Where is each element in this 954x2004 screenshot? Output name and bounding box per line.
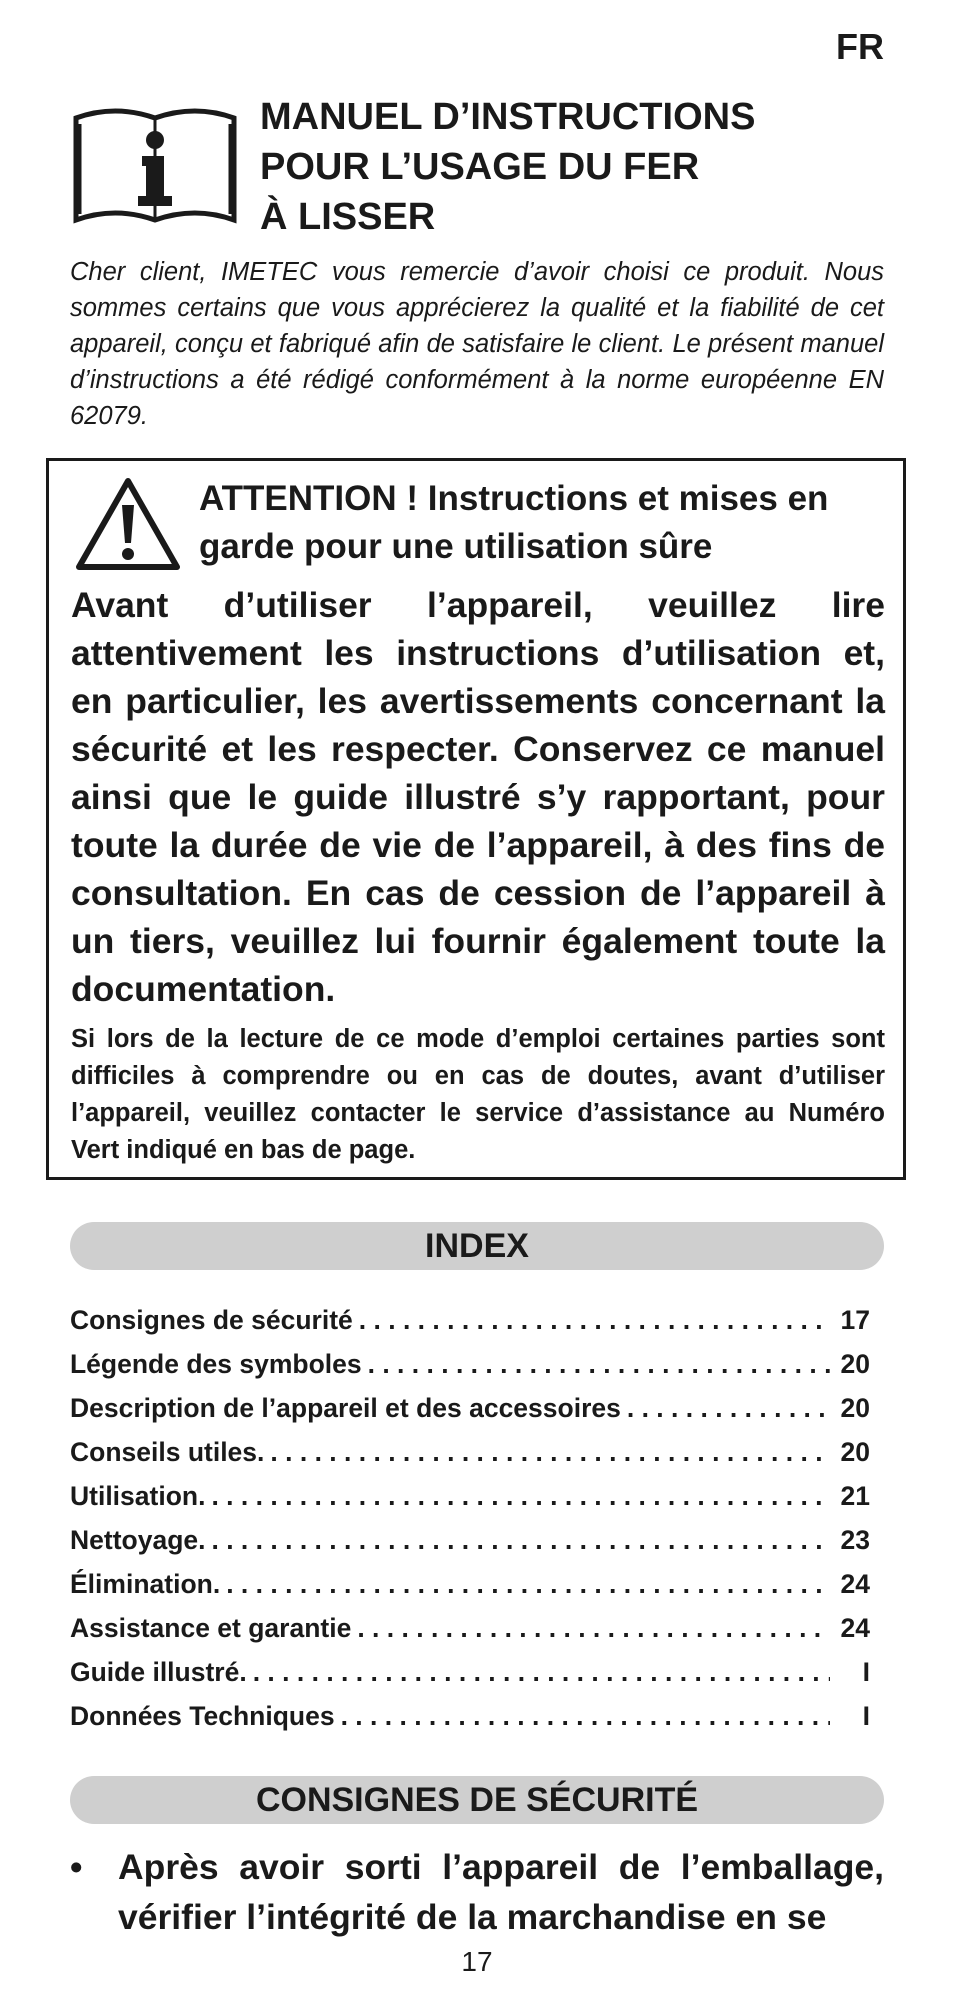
dot-leader xyxy=(359,1298,830,1342)
index-list xyxy=(70,1298,870,1738)
index-item[interactable] xyxy=(70,1694,870,1738)
dot-leader xyxy=(368,1342,830,1386)
dot-leader xyxy=(253,1650,830,1694)
language-code: FR xyxy=(836,26,884,67)
index-item-page: 17 xyxy=(840,1305,870,1335)
index-item-label: Guide illustré. xyxy=(70,1657,247,1687)
dot-leader xyxy=(341,1694,830,1738)
dot-leader xyxy=(211,1474,830,1518)
index-item-label: Assistance et garantie xyxy=(70,1613,352,1643)
index-item[interactable] xyxy=(70,1342,870,1386)
safety-bullet-item xyxy=(70,1842,884,1942)
index-item-page: 20 xyxy=(840,1393,870,1423)
index-item-label: Légende des symboles xyxy=(70,1349,362,1379)
warning-title: ATTENTION ! Instructions et mises en garde pour une utilisation sûre xyxy=(199,479,829,566)
intro-paragraph: Cher client, IMETEC vous remercie d’avoir choisi ce produit. Nous sommes certains que vous apprécierez la qualité et la fiabilité de cet appareil, conçu et fabriqué afin de satisfaire le client. Le présent manuel d’instructions a été rédigé conformément à la norme européenne EN 62079. xyxy=(70,258,884,430)
index-item[interactable] xyxy=(70,1298,870,1342)
manual-title xyxy=(260,92,755,242)
index-item-label: Utilisation. xyxy=(70,1481,206,1511)
index-item-page: 20 xyxy=(840,1437,870,1467)
warning-triangle-icon xyxy=(73,475,183,573)
index-item-label: Conseils utiles. xyxy=(70,1437,265,1467)
warning-note: Si lors de la lecture de ce mode d’emploi certaines parties sont difficiles à comprendre ou en cas de doutes, avant d’utiliser l’appareil, veuillez contacter le service d’assistance au Numéro Vert indiqué en bas de page. xyxy=(71,1025,885,1164)
index-item-label: Consignes de sécurité xyxy=(70,1305,353,1335)
index-item-page: 24 xyxy=(840,1569,870,1599)
index-item-label: Description de l’appareil et des accessoires xyxy=(70,1393,621,1423)
warning-body: Avant d’utiliser l’appareil, veuillez lire attentivement les instructions d’utilisation et, en particulier, les avertissements concernant la sécurité et les respecter. Conservez ce manuel ainsi que le guide illustré s’y rapportant, pour toute la durée de vie de l’appareil, à des fins de consultation. En cas de cession de l’appareil à un tiers, veuillez lui fournir également toute la documentation. xyxy=(71,585,885,1009)
dot-leader xyxy=(211,1518,830,1562)
index-item-page: 20 xyxy=(840,1349,870,1379)
index-item[interactable] xyxy=(70,1562,870,1606)
open-book-info-icon xyxy=(70,102,240,228)
index-item[interactable] xyxy=(70,1386,870,1430)
index-item-page: 21 xyxy=(840,1481,870,1511)
safety-section-heading: CONSIGNES DE SÉCURITÉ xyxy=(70,1776,884,1824)
title-line: À LISSER xyxy=(260,196,436,238)
index-item-label: Nettoyage. xyxy=(70,1525,206,1555)
index-item-page: I xyxy=(862,1657,870,1687)
manual-header xyxy=(70,92,890,242)
index-item-page: 23 xyxy=(840,1525,870,1555)
index-item-page: 24 xyxy=(840,1613,870,1643)
index-item[interactable] xyxy=(70,1430,870,1474)
title-line: POUR L’USAGE DU FER xyxy=(260,146,700,188)
safety-warning-box xyxy=(46,458,906,1180)
bullet-dot: • xyxy=(70,1847,83,1887)
title-line: MANUEL D’INSTRUCTIONS xyxy=(260,96,756,138)
index-item[interactable] xyxy=(70,1650,870,1694)
index-item-label: Élimination. xyxy=(70,1569,221,1599)
dot-leader xyxy=(627,1386,830,1430)
index-item-page: I xyxy=(862,1701,870,1731)
index-item[interactable] xyxy=(70,1518,870,1562)
index-item-label: Données Techniques xyxy=(70,1701,335,1731)
dot-leader xyxy=(270,1430,830,1474)
page-number: 17 xyxy=(461,1946,493,1977)
index-item[interactable] xyxy=(70,1474,870,1518)
dot-leader xyxy=(357,1606,830,1650)
index-item[interactable] xyxy=(70,1606,870,1650)
dot-leader xyxy=(226,1562,830,1606)
bullet-text: Après avoir sorti l’appareil de l’emballage, vérifier l’intégrité de la marchandise en se xyxy=(118,1847,884,1937)
index-heading: INDEX xyxy=(70,1222,884,1270)
